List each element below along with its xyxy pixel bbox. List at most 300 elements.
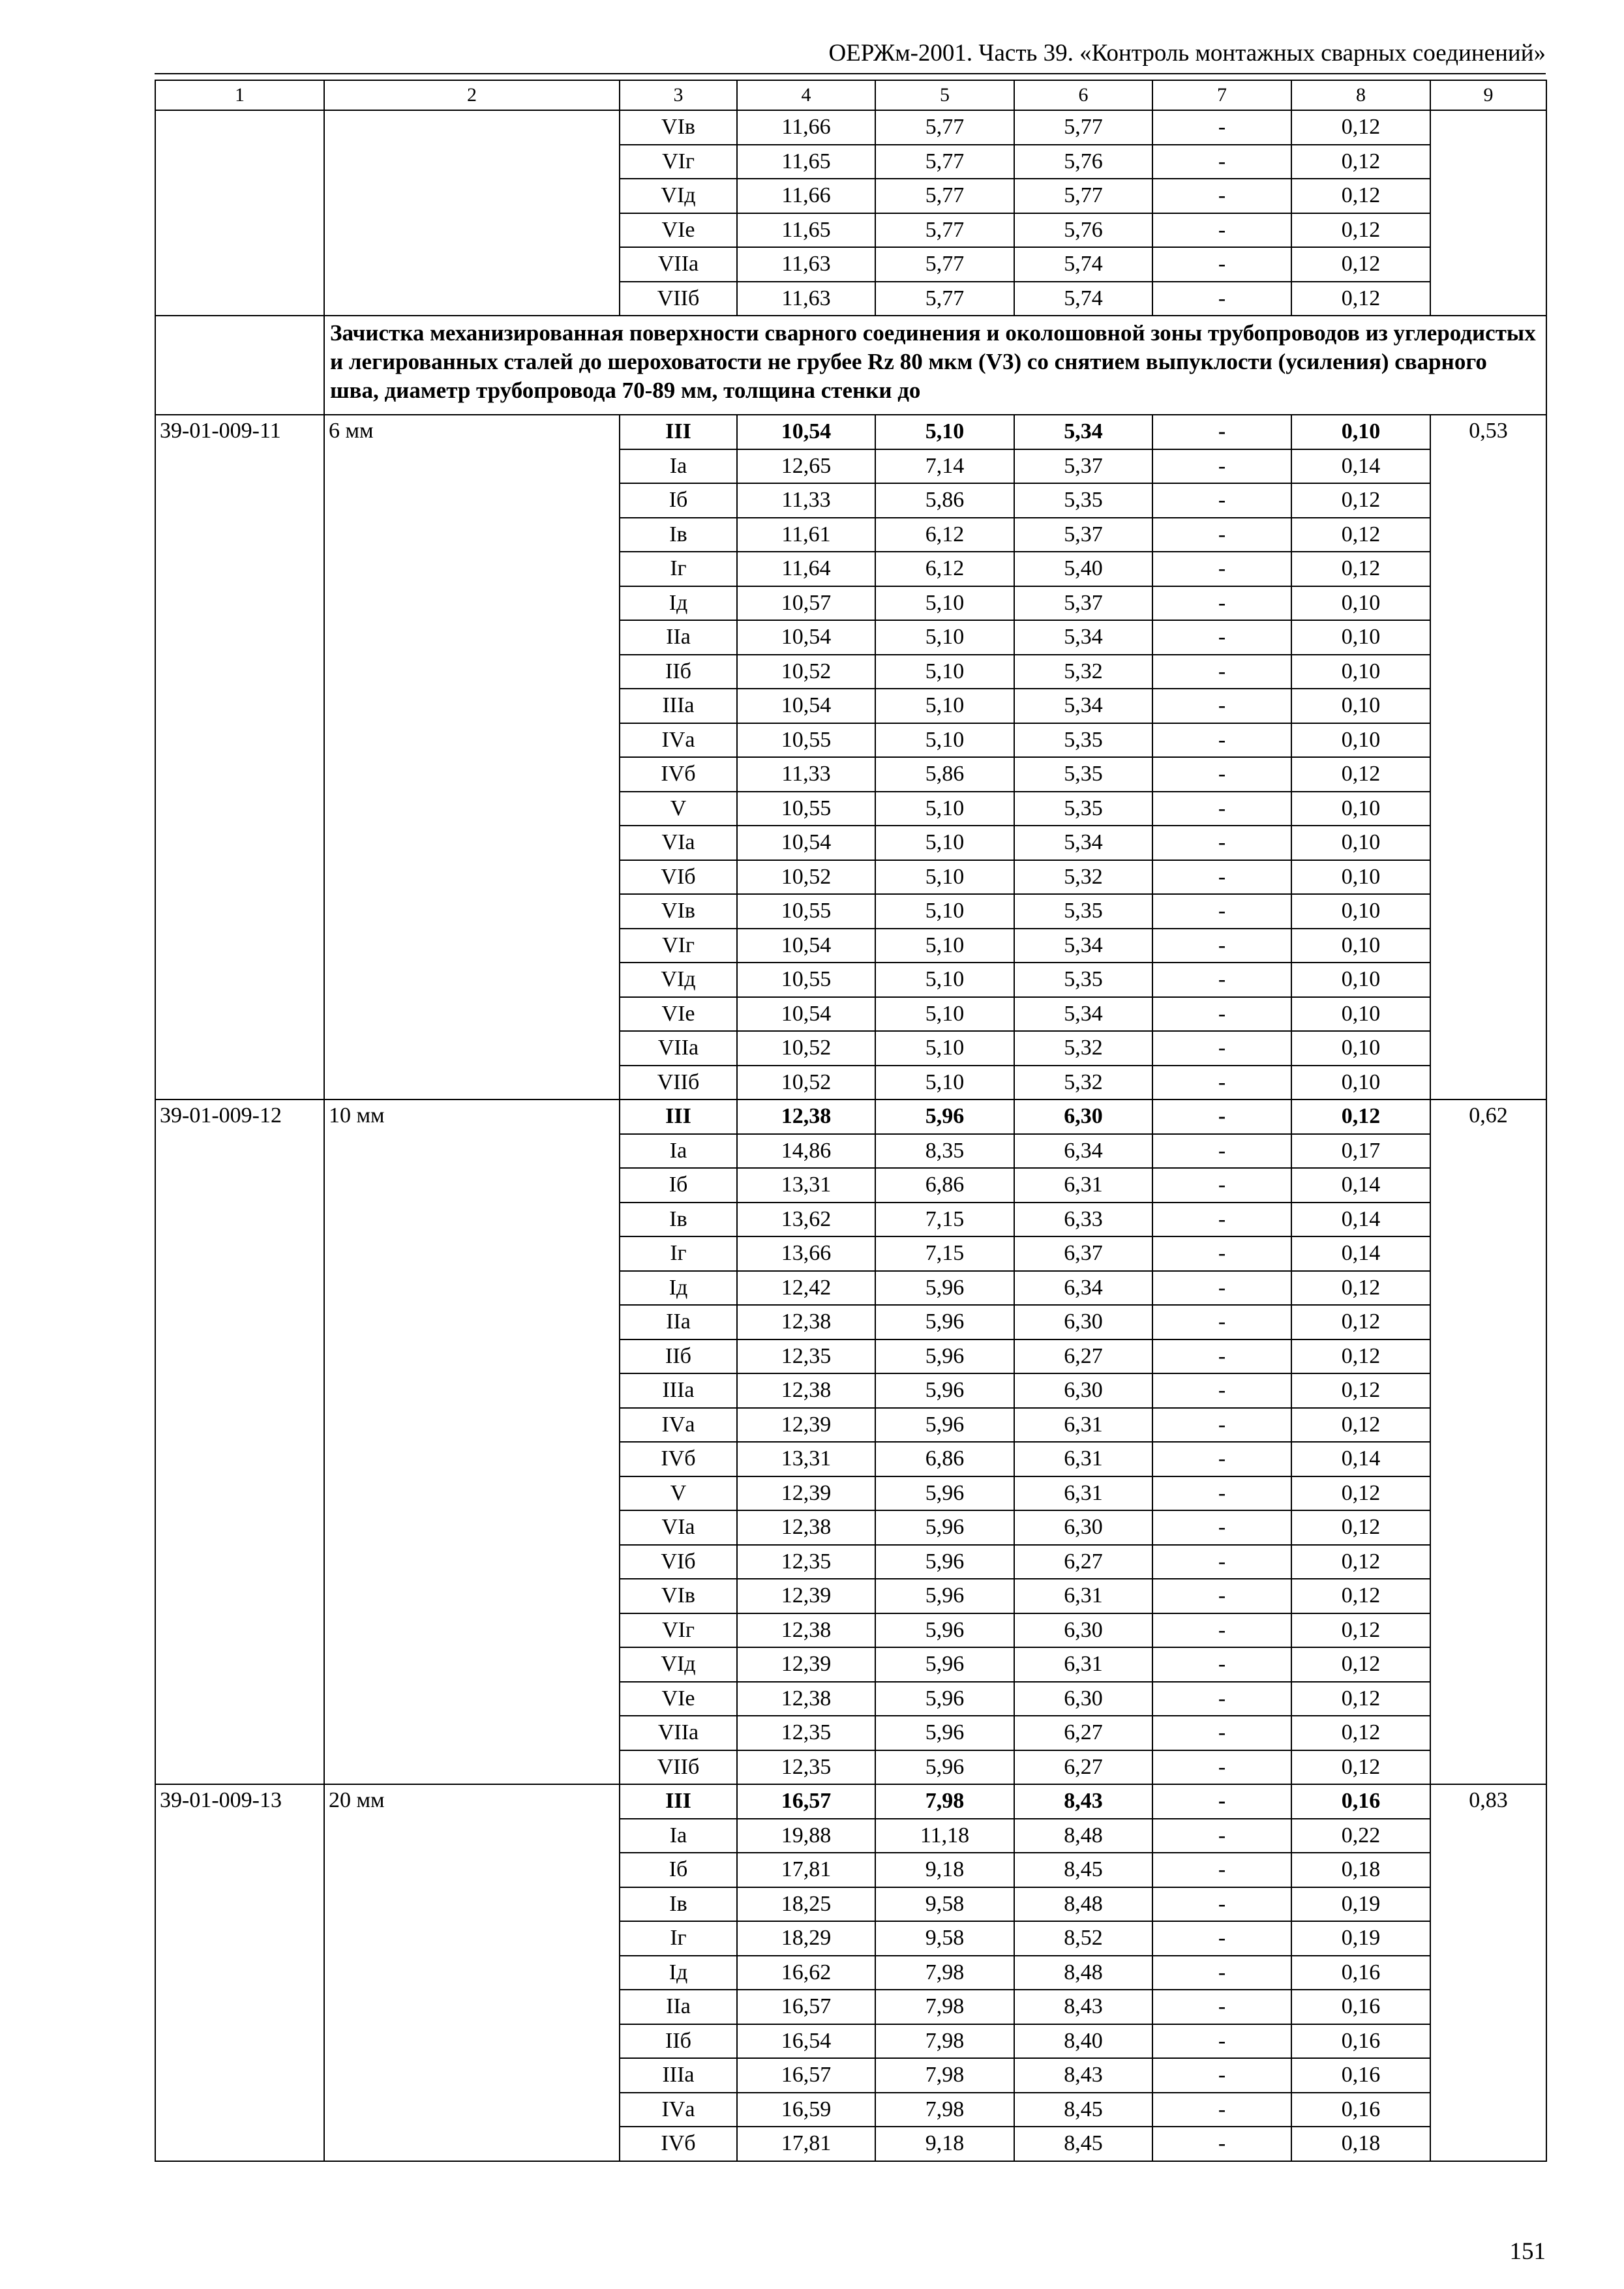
rate-code: 39-01-009-11 — [155, 415, 324, 1100]
machine-cost-cell: 6,34 — [1014, 1271, 1152, 1306]
materials-cost-cell: 0,12 — [1291, 1682, 1430, 1716]
machinist-wages-cell: - — [1152, 1408, 1291, 1443]
column-number-cell: 3 — [620, 80, 737, 110]
machine-cost-cell: 5,35 — [1014, 792, 1152, 826]
machinist-wages-cell: - — [1152, 1750, 1291, 1785]
wages-cell: 5,77 — [875, 145, 1014, 179]
machine-cost-cell: 5,76 — [1014, 145, 1152, 179]
machinist-wages-cell: - — [1152, 2093, 1291, 2127]
zone-class-cell: Iб — [620, 483, 737, 518]
zone-class-cell: III — [620, 1100, 737, 1134]
direct-cost-cell: 16,54 — [737, 2024, 875, 2059]
wages-cell: 5,10 — [875, 826, 1014, 860]
wages-cell: 5,96 — [875, 1613, 1014, 1648]
zone-class-cell: Iа — [620, 449, 737, 484]
wages-cell: 7,14 — [875, 449, 1014, 484]
code-cell — [155, 110, 324, 316]
direct-cost-cell: 12,35 — [737, 1339, 875, 1374]
wages-cell: 5,96 — [875, 1682, 1014, 1716]
direct-cost-cell: 10,55 — [737, 723, 875, 758]
wages-cell: 5,96 — [875, 1373, 1014, 1408]
machinist-wages-cell: - — [1152, 213, 1291, 248]
wages-cell: 5,96 — [875, 1716, 1014, 1750]
zone-class-cell: Iв — [620, 1203, 737, 1237]
materials-cost-cell: 0,14 — [1291, 449, 1430, 484]
column-number-cell: 2 — [324, 80, 620, 110]
machine-cost-cell: 6,30 — [1014, 1510, 1152, 1545]
column-numbers-row — [155, 80, 1546, 110]
wages-cell: 6,12 — [875, 552, 1014, 586]
materials-cost-cell: 0,16 — [1291, 2093, 1430, 2127]
page-number: 151 — [1509, 2238, 1546, 2265]
machine-cost-cell: 6,31 — [1014, 1476, 1152, 1511]
machinist-wages-cell: - — [1152, 1956, 1291, 1990]
direct-cost-cell: 13,62 — [737, 1203, 875, 1237]
direct-cost-cell: 12,35 — [737, 1716, 875, 1750]
machinist-wages-cell: - — [1152, 1784, 1291, 1819]
materials-cost-cell: 0,14 — [1291, 1442, 1430, 1476]
materials-cost-cell: 0,18 — [1291, 2127, 1430, 2161]
wages-cell: 9,58 — [875, 1887, 1014, 1922]
column-number-cell: 7 — [1152, 80, 1291, 110]
direct-cost-cell: 18,29 — [737, 1921, 875, 1956]
machinist-wages-cell: - — [1152, 655, 1291, 689]
machine-cost-cell: 6,31 — [1014, 1579, 1152, 1613]
machinist-wages-cell: - — [1152, 1168, 1291, 1203]
materials-cost-cell: 0,18 — [1291, 1853, 1430, 1887]
wages-cell: 5,10 — [875, 689, 1014, 723]
wages-cell: 5,77 — [875, 110, 1014, 145]
direct-cost-cell: 10,52 — [737, 1066, 875, 1100]
direct-cost-cell: 11,64 — [737, 552, 875, 586]
direct-cost-cell: 17,81 — [737, 1853, 875, 1887]
materials-cost-cell: 0,10 — [1291, 620, 1430, 655]
machine-cost-cell: 5,34 — [1014, 415, 1152, 449]
materials-cost-cell: 0,12 — [1291, 1647, 1430, 1682]
direct-cost-cell: 12,39 — [737, 1476, 875, 1511]
materials-cost-cell: 0,12 — [1291, 1305, 1430, 1339]
machine-cost-cell: 5,40 — [1014, 552, 1152, 586]
machinist-wages-cell: - — [1152, 1339, 1291, 1374]
materials-cost-cell: 0,12 — [1291, 145, 1430, 179]
materials-cost-cell: 0,16 — [1291, 1956, 1430, 1990]
machine-cost-cell: 6,27 — [1014, 1545, 1152, 1579]
machinist-wages-cell: - — [1152, 2024, 1291, 2059]
wages-cell: 5,96 — [875, 1305, 1014, 1339]
machinist-wages-cell: - — [1152, 620, 1291, 655]
machine-cost-cell: 8,40 — [1014, 2024, 1152, 2059]
zone-class-cell: VIIа — [620, 1716, 737, 1750]
materials-cost-cell: 0,12 — [1291, 1613, 1430, 1648]
direct-cost-cell: 19,88 — [737, 1819, 875, 1853]
direct-cost-cell: 12,38 — [737, 1373, 875, 1408]
zone-class-cell: IVб — [620, 757, 737, 792]
materials-cost-cell: 0,10 — [1291, 415, 1430, 449]
machine-cost-cell: 6,30 — [1014, 1613, 1152, 1648]
machine-cost-cell: 6,31 — [1014, 1647, 1152, 1682]
machinist-wages-cell: - — [1152, 483, 1291, 518]
direct-cost-cell: 10,54 — [737, 826, 875, 860]
group-title-row — [155, 316, 1546, 415]
machine-cost-cell: 6,34 — [1014, 1134, 1152, 1169]
machinist-wages-cell: - — [1152, 1271, 1291, 1306]
zone-class-cell: VIа — [620, 826, 737, 860]
wages-cell: 5,10 — [875, 620, 1014, 655]
direct-cost-cell: 12,35 — [737, 1750, 875, 1785]
wages-cell: 5,10 — [875, 1031, 1014, 1066]
machinist-wages-cell: - — [1152, 1819, 1291, 1853]
machine-cost-cell: 6,37 — [1014, 1236, 1152, 1271]
materials-cost-cell: 0,10 — [1291, 963, 1430, 997]
wages-cell: 6,86 — [875, 1442, 1014, 1476]
machine-cost-cell: 5,35 — [1014, 723, 1152, 758]
direct-cost-cell: 10,54 — [737, 620, 875, 655]
machine-cost-cell: 6,31 — [1014, 1442, 1152, 1476]
machine-cost-cell: 5,34 — [1014, 689, 1152, 723]
materials-cost-cell: 0,12 — [1291, 1100, 1430, 1134]
wages-cell: 5,10 — [875, 1066, 1014, 1100]
zone-class-cell: VIв — [620, 894, 737, 929]
machine-cost-cell: 8,48 — [1014, 1887, 1152, 1922]
wages-cell: 5,10 — [875, 723, 1014, 758]
direct-cost-cell: 11,63 — [737, 282, 875, 316]
machine-cost-cell: 6,27 — [1014, 1750, 1152, 1785]
machinist-wages-cell: - — [1152, 1373, 1291, 1408]
direct-cost-cell: 16,57 — [737, 1990, 875, 2024]
zone-class-cell: Iг — [620, 1921, 737, 1956]
direct-cost-cell: 16,59 — [737, 2093, 875, 2127]
materials-cost-cell: 0,12 — [1291, 247, 1430, 282]
zone-class-cell: IVа — [620, 723, 737, 758]
wages-cell: 5,10 — [875, 894, 1014, 929]
wages-cell: 5,96 — [875, 1579, 1014, 1613]
materials-cost-cell: 0,10 — [1291, 929, 1430, 963]
zone-class-cell: Iб — [620, 1853, 737, 1887]
wages-cell: 5,77 — [875, 282, 1014, 316]
wages-cell: 7,98 — [875, 1990, 1014, 2024]
wages-cell: 5,10 — [875, 963, 1014, 997]
machinist-wages-cell: - — [1152, 415, 1291, 449]
machinist-wages-cell: - — [1152, 723, 1291, 758]
direct-cost-cell: 11,65 — [737, 213, 875, 248]
direct-cost-cell: 12,39 — [737, 1579, 875, 1613]
wages-cell: 7,15 — [875, 1236, 1014, 1271]
machinist-wages-cell: - — [1152, 1613, 1291, 1648]
direct-cost-cell: 11,61 — [737, 518, 875, 552]
wages-cell: 7,15 — [875, 1203, 1014, 1237]
machinist-wages-cell: - — [1152, 1887, 1291, 1922]
machinist-wages-cell: - — [1152, 1579, 1291, 1613]
machine-cost-cell: 5,76 — [1014, 213, 1152, 248]
zone-class-cell: VIIб — [620, 282, 737, 316]
direct-cost-cell: 10,54 — [737, 689, 875, 723]
zone-class-cell: V — [620, 1476, 737, 1511]
zone-class-cell: VIIа — [620, 1031, 737, 1066]
machine-cost-cell: 5,77 — [1014, 110, 1152, 145]
zone-class-cell: IIб — [620, 1339, 737, 1374]
machine-cost-cell: 8,45 — [1014, 1853, 1152, 1887]
materials-cost-cell: 0,12 — [1291, 757, 1430, 792]
machinist-wages-cell: - — [1152, 1236, 1291, 1271]
zone-class-cell: VIа — [620, 1510, 737, 1545]
wages-cell: 5,86 — [875, 757, 1014, 792]
machinist-wages-cell: - — [1152, 792, 1291, 826]
wages-cell: 5,96 — [875, 1510, 1014, 1545]
zone-class-cell: IIа — [620, 1990, 737, 2024]
machinist-wages-cell: - — [1152, 449, 1291, 484]
direct-cost-cell: 10,55 — [737, 894, 875, 929]
direct-cost-cell: 10,52 — [737, 1031, 875, 1066]
wages-cell: 7,98 — [875, 2024, 1014, 2059]
materials-cost-cell: 0,10 — [1291, 586, 1430, 621]
direct-cost-cell: 14,86 — [737, 1134, 875, 1169]
materials-cost-cell: 0,10 — [1291, 723, 1430, 758]
machinist-wages-cell: - — [1152, 1476, 1291, 1511]
machine-cost-cell: 6,31 — [1014, 1408, 1152, 1443]
machine-cost-cell: 5,35 — [1014, 894, 1152, 929]
direct-cost-cell: 10,55 — [737, 792, 875, 826]
zone-class-cell: Iа — [620, 1134, 737, 1169]
zone-class-cell: Iд — [620, 586, 737, 621]
zone-class-cell: IIIа — [620, 2058, 737, 2093]
machinist-wages-cell: - — [1152, 1853, 1291, 1887]
machine-cost-cell: 8,43 — [1014, 1784, 1152, 1819]
zone-class-cell: VIв — [620, 110, 737, 145]
zone-class-cell: IIб — [620, 2024, 737, 2059]
machinist-wages-cell: - — [1152, 1990, 1291, 2024]
wages-cell: 7,98 — [875, 2058, 1014, 2093]
materials-cost-cell: 0,12 — [1291, 1476, 1430, 1511]
machine-cost-cell: 5,32 — [1014, 655, 1152, 689]
direct-cost-cell: 12,38 — [737, 1305, 875, 1339]
zone-class-cell: VIIа — [620, 247, 737, 282]
labor-cost-cell: 0,53 — [1430, 415, 1546, 1100]
materials-cost-cell: 0,12 — [1291, 1271, 1430, 1306]
zone-class-cell: VIе — [620, 997, 737, 1032]
wages-cell: 5,10 — [875, 792, 1014, 826]
materials-cost-cell: 0,10 — [1291, 792, 1430, 826]
materials-cost-cell: 0,12 — [1291, 179, 1430, 213]
wages-cell: 5,86 — [875, 483, 1014, 518]
machinist-wages-cell: - — [1152, 1066, 1291, 1100]
machine-cost-cell: 6,30 — [1014, 1305, 1152, 1339]
machine-cost-cell: 5,37 — [1014, 586, 1152, 621]
machine-cost-cell: 8,52 — [1014, 1921, 1152, 1956]
machinist-wages-cell: - — [1152, 1203, 1291, 1237]
materials-cost-cell: 0,12 — [1291, 213, 1430, 248]
direct-cost-cell: 11,65 — [737, 145, 875, 179]
machinist-wages-cell: - — [1152, 1442, 1291, 1476]
machine-cost-cell: 6,33 — [1014, 1203, 1152, 1237]
direct-cost-cell: 10,54 — [737, 929, 875, 963]
wages-cell: 8,35 — [875, 1134, 1014, 1169]
wages-cell: 5,96 — [875, 1271, 1014, 1306]
direct-cost-cell: 12,39 — [737, 1647, 875, 1682]
machine-cost-cell: 8,48 — [1014, 1819, 1152, 1853]
materials-cost-cell: 0,22 — [1291, 1819, 1430, 1853]
materials-cost-cell: 0,12 — [1291, 518, 1430, 552]
wages-cell: 5,10 — [875, 929, 1014, 963]
zone-class-cell: III — [620, 415, 737, 449]
materials-cost-cell: 0,14 — [1291, 1236, 1430, 1271]
wall-thickness: 20 мм — [324, 1784, 620, 2161]
column-number-cell: 9 — [1430, 80, 1546, 110]
direct-cost-cell: 13,66 — [737, 1236, 875, 1271]
zone-class-cell: VIе — [620, 1682, 737, 1716]
machine-cost-cell: 5,34 — [1014, 929, 1152, 963]
wages-cell: 5,96 — [875, 1476, 1014, 1511]
zone-class-cell: VIг — [620, 1613, 737, 1648]
zone-class-cell: IVа — [620, 2093, 737, 2127]
machinist-wages-cell: - — [1152, 145, 1291, 179]
machinist-wages-cell: - — [1152, 110, 1291, 145]
direct-cost-cell: 10,52 — [737, 860, 875, 895]
materials-cost-cell: 0,12 — [1291, 483, 1430, 518]
machinist-wages-cell: - — [1152, 1510, 1291, 1545]
zone-class-cell: VIб — [620, 1545, 737, 1579]
wages-cell: 5,10 — [875, 860, 1014, 895]
materials-cost-cell: 0,10 — [1291, 1066, 1430, 1100]
materials-cost-cell: 0,16 — [1291, 1784, 1430, 1819]
wages-cell: 5,77 — [875, 179, 1014, 213]
machinist-wages-cell: - — [1152, 2058, 1291, 2093]
direct-cost-cell: 10,54 — [737, 415, 875, 449]
direct-cost-cell: 13,31 — [737, 1168, 875, 1203]
machine-cost-cell: 5,77 — [1014, 179, 1152, 213]
materials-cost-cell: 0,12 — [1291, 1373, 1430, 1408]
materials-cost-cell: 0,12 — [1291, 1716, 1430, 1750]
direct-cost-cell: 16,57 — [737, 1784, 875, 1819]
direct-cost-cell: 12,42 — [737, 1271, 875, 1306]
materials-cost-cell: 0,16 — [1291, 1990, 1430, 2024]
machine-cost-cell: 8,45 — [1014, 2093, 1152, 2127]
wages-cell: 9,58 — [875, 1921, 1014, 1956]
direct-cost-cell: 10,55 — [737, 963, 875, 997]
machinist-wages-cell: - — [1152, 1545, 1291, 1579]
zone-class-cell: VIе — [620, 213, 737, 248]
wall-thickness: 6 мм — [324, 415, 620, 1100]
wages-cell: 5,10 — [875, 415, 1014, 449]
machinist-wages-cell: - — [1152, 894, 1291, 929]
materials-cost-cell: 0,12 — [1291, 1510, 1430, 1545]
machine-cost-cell: 5,74 — [1014, 282, 1152, 316]
materials-cost-cell: 0,12 — [1291, 552, 1430, 586]
column-number-cell: 6 — [1014, 80, 1152, 110]
direct-cost-cell: 10,52 — [737, 655, 875, 689]
direct-cost-cell: 12,38 — [737, 1682, 875, 1716]
zone-class-cell: IVа — [620, 1408, 737, 1443]
machine-cost-cell: 5,34 — [1014, 620, 1152, 655]
table-row — [155, 1784, 1546, 1819]
zone-class-cell: III — [620, 1784, 737, 1819]
machinist-wages-cell: - — [1152, 1100, 1291, 1134]
materials-cost-cell: 0,10 — [1291, 860, 1430, 895]
machine-cost-cell: 6,30 — [1014, 1373, 1152, 1408]
zone-class-cell: Iв — [620, 1887, 737, 1922]
wages-cell: 5,10 — [875, 586, 1014, 621]
zone-class-cell: Iд — [620, 1956, 737, 1990]
direct-cost-cell: 11,33 — [737, 483, 875, 518]
wages-cell: 6,86 — [875, 1168, 1014, 1203]
materials-cost-cell: 0,19 — [1291, 1921, 1430, 1956]
labor-cost-cell: 0,83 — [1430, 1784, 1546, 2161]
wages-cell: 7,98 — [875, 1784, 1014, 1819]
direct-cost-cell: 12,65 — [737, 449, 875, 484]
labor-cell — [1430, 110, 1546, 316]
zone-class-cell: IIа — [620, 620, 737, 655]
materials-cost-cell: 0,12 — [1291, 1750, 1430, 1785]
materials-cost-cell: 0,12 — [1291, 1545, 1430, 1579]
wages-cell: 7,98 — [875, 2093, 1014, 2127]
machine-cost-cell: 5,37 — [1014, 449, 1152, 484]
table-row — [155, 1100, 1546, 1134]
table-row — [155, 415, 1546, 449]
column-number-cell: 1 — [155, 80, 324, 110]
machine-cost-cell: 6,27 — [1014, 1716, 1152, 1750]
zone-class-cell: Iб — [620, 1168, 737, 1203]
machine-cost-cell: 5,35 — [1014, 963, 1152, 997]
materials-cost-cell: 0,10 — [1291, 655, 1430, 689]
direct-cost-cell: 10,54 — [737, 997, 875, 1032]
group-blank-cell — [155, 316, 324, 415]
zone-class-cell: VIIб — [620, 1066, 737, 1100]
materials-cost-cell: 0,10 — [1291, 894, 1430, 929]
machinist-wages-cell: - — [1152, 1647, 1291, 1682]
wall-thickness: 10 мм — [324, 1100, 620, 1784]
param-cell — [324, 110, 620, 316]
wages-cell: 5,96 — [875, 1339, 1014, 1374]
machinist-wages-cell: - — [1152, 757, 1291, 792]
direct-cost-cell: 12,35 — [737, 1545, 875, 1579]
materials-cost-cell: 0,10 — [1291, 689, 1430, 723]
wages-cell: 5,96 — [875, 1647, 1014, 1682]
machinist-wages-cell: - — [1152, 1031, 1291, 1066]
machine-cost-cell: 5,32 — [1014, 1031, 1152, 1066]
machine-cost-cell: 5,37 — [1014, 518, 1152, 552]
machinist-wages-cell: - — [1152, 1921, 1291, 1956]
zone-class-cell: Iд — [620, 1271, 737, 1306]
zone-class-cell: Iг — [620, 552, 737, 586]
machine-cost-cell: 8,48 — [1014, 1956, 1152, 1990]
materials-cost-cell: 0,10 — [1291, 997, 1430, 1032]
wages-cell: 5,96 — [875, 1408, 1014, 1443]
direct-cost-cell: 12,39 — [737, 1408, 875, 1443]
direct-cost-cell: 11,33 — [737, 757, 875, 792]
machinist-wages-cell: - — [1152, 826, 1291, 860]
zone-class-cell: V — [620, 792, 737, 826]
column-number-cell: 8 — [1291, 80, 1430, 110]
machinist-wages-cell: - — [1152, 179, 1291, 213]
column-number-cell: 4 — [737, 80, 875, 110]
machine-cost-cell: 8,43 — [1014, 2058, 1152, 2093]
machinist-wages-cell: - — [1152, 963, 1291, 997]
machine-cost-cell: 6,31 — [1014, 1168, 1152, 1203]
machinist-wages-cell: - — [1152, 282, 1291, 316]
wages-cell: 7,98 — [875, 1956, 1014, 1990]
machinist-wages-cell: - — [1152, 1682, 1291, 1716]
running-header: ОЕРЖм-2001. Часть 39. «Контроль монтажных сварных соединений» — [828, 40, 1546, 67]
rates-table — [155, 80, 1547, 2162]
wages-cell: 6,12 — [875, 518, 1014, 552]
zone-class-cell: VIIб — [620, 1750, 737, 1785]
machine-cost-cell: 5,35 — [1014, 757, 1152, 792]
direct-cost-cell: 11,66 — [737, 110, 875, 145]
wages-cell: 11,18 — [875, 1819, 1014, 1853]
materials-cost-cell: 0,10 — [1291, 826, 1430, 860]
materials-cost-cell: 0,17 — [1291, 1134, 1430, 1169]
wages-cell: 5,96 — [875, 1545, 1014, 1579]
machinist-wages-cell: - — [1152, 997, 1291, 1032]
